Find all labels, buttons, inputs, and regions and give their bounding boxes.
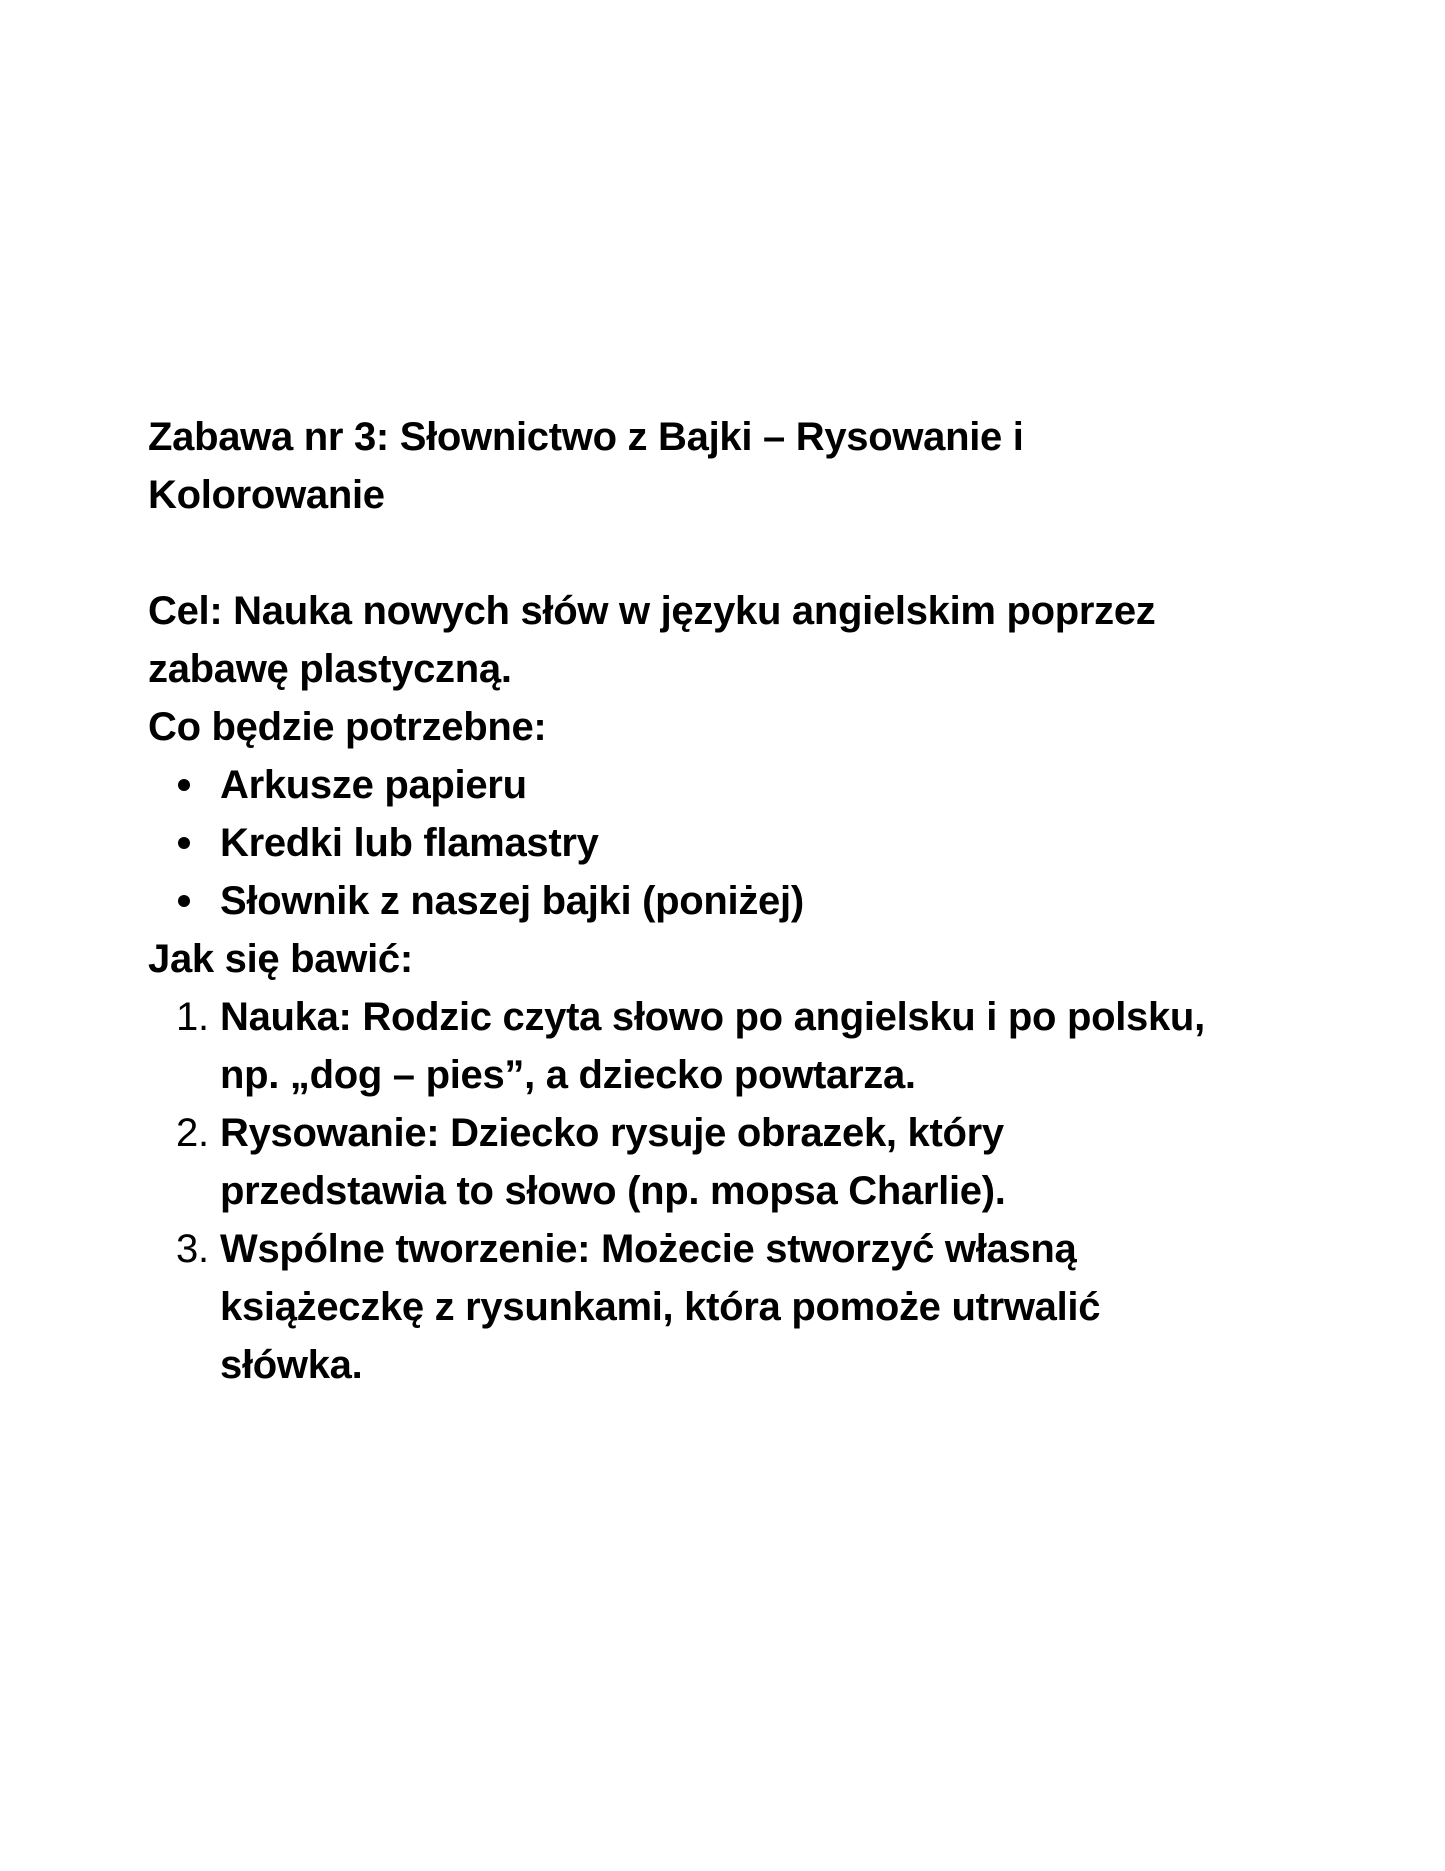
list-item bbox=[176, 1104, 1110, 1220]
step-number: 3. bbox=[176, 1227, 209, 1271]
list-item bbox=[176, 1220, 1180, 1394]
page-title: Zabawa nr 3: Słownictwo z Bajki – Rysowanie i Kolorowanie bbox=[148, 415, 1024, 517]
steps-list bbox=[148, 988, 1328, 1394]
bullet-icon bbox=[178, 779, 190, 791]
list-item bbox=[220, 814, 1328, 872]
list-item bbox=[220, 756, 1328, 814]
bullet-icon bbox=[178, 837, 190, 849]
document-body bbox=[148, 408, 1328, 1394]
materials-heading: Co będzie potrzebne: bbox=[148, 705, 547, 749]
step-number: 1. bbox=[176, 995, 209, 1039]
material-label: Kredki lub flamastry bbox=[220, 821, 599, 865]
material-label: Arkusze papieru bbox=[220, 763, 527, 807]
step-text: Wspólne tworzenie: Możecie stworzyć własną książeczkę z rysunkami, która pomoże utrwalić słówka. bbox=[220, 1227, 1101, 1387]
material-label: Słownik z naszej bajki (poniżej) bbox=[220, 879, 804, 923]
materials-list bbox=[148, 756, 1328, 930]
bullet-icon bbox=[178, 895, 190, 907]
howto-heading: Jak się bawić: bbox=[148, 937, 413, 981]
step-number: 2. bbox=[176, 1111, 209, 1155]
spacer bbox=[148, 524, 1328, 582]
step-text: Rysowanie: Dziecko rysuje obrazek, który przedstawia to słowo (np. mopsa Charlie). bbox=[220, 1111, 1006, 1213]
step-text: Nauka: Rodzic czyta słowo po angielsku i po polsku, np. „dog – pies”, a dziecko powtarza. bbox=[220, 995, 1205, 1097]
list-item bbox=[176, 988, 1250, 1104]
list-item bbox=[220, 872, 1328, 930]
goal-text: Cel: Nauka nowych słów w języku angielskim poprzez zabawę plastyczną. bbox=[148, 589, 1156, 691]
